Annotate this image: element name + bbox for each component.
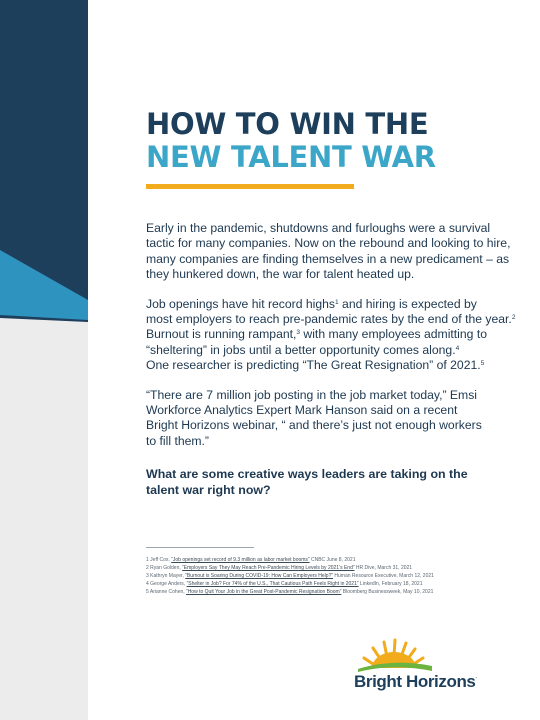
footnote-5 [146, 588, 506, 596]
footnote-author: 5 Arianne Cohen, [146, 589, 187, 595]
footnote-author: 4 George Anders, [146, 581, 187, 587]
p2-line [146, 343, 520, 358]
footnote-author: 1 Jeff Cox, [146, 557, 172, 563]
title-underline-rule [146, 184, 354, 189]
p1-line: tactic for many companies. Now on the rebound and looking to hire, [146, 236, 511, 251]
footnote-link[interactable]: “How to Quit Your Job in the Great Post-Pandemic Resignation Boom” [186, 589, 342, 595]
p2-line [146, 327, 520, 342]
p2-text: One researcher is predicting “The Great Resignation” of 2021. [146, 358, 481, 373]
p1-line: many companies are finding themselves in a new predicament – as [146, 251, 510, 266]
footnote-link[interactable]: “Employers Say They May Reach Pre-Pandemic Hiring Levels by 2021’s End” [182, 565, 355, 571]
footnotes [146, 556, 506, 596]
bright-horizons-logo [354, 632, 504, 692]
p1-line: Early in the pandemic, shutdowns and furloughs were a survival [146, 221, 491, 235]
paragraph-3 [146, 388, 520, 450]
p1-line: they hunkered down, the war for talent heated up. [146, 267, 415, 282]
footnote-ref: 1 [335, 298, 339, 306]
p3-line: Bright Horizons webinar, “ and there’s just not enough workers [146, 418, 482, 433]
footnote-ref: 5 [480, 360, 485, 368]
footnote-source: CNBC June 8, 2021 [309, 557, 356, 563]
p2-text: with many employees admitting to [300, 327, 487, 342]
footnote-1 [146, 556, 506, 564]
question-heading [146, 467, 520, 498]
question-line: talent war right now? [146, 482, 271, 497]
p3-line: to fill them.” [146, 433, 209, 448]
sun-rays-icon [354, 632, 504, 672]
p2-line [146, 297, 520, 312]
p2-line [146, 312, 520, 327]
p2-line [146, 358, 520, 373]
footnote-ref: 4 [455, 344, 460, 352]
footnote-2 [146, 564, 506, 572]
title-line-2: NEW TALENT WAR [146, 140, 436, 174]
footnote-ref: 2 [511, 314, 516, 322]
left-decorative-band [0, 0, 88, 720]
footnote-source: LinkedIn, February 18, 2021 [358, 581, 423, 587]
brand-mark: . [475, 674, 477, 680]
footnote-ref: 3 [296, 329, 301, 337]
footnote-divider [146, 547, 254, 548]
p3-line: “There are 7 million job posting in the job market today,” Emsi [146, 387, 478, 402]
footnote-source: HR Dive, March 31, 2021 [354, 565, 413, 571]
paragraph-2 [146, 297, 520, 374]
p2-text: most employers to reach pre-pandemic rates by the end of the year. [146, 312, 512, 327]
p2-text: and hiring is expected by [338, 296, 477, 311]
footnote-link[interactable]: “Burnout is Soaring During COVID-19: How Can Employers Help?” [185, 573, 334, 579]
footnote-source: Bloomberg Businessweek, May 10, 2021 [341, 589, 434, 595]
footnote-link[interactable]: “Shelter in Job? For 74% of the U.S., That Cautious Path Feels Right in 2021” [186, 581, 359, 587]
body-text [146, 221, 520, 512]
footnote-author: 2 Ryan Golden, [146, 565, 183, 571]
brand-wordmark [354, 672, 477, 692]
p2-text: “sheltering” in jobs until a better opportunity comes along. [146, 342, 456, 357]
footnote-3 [146, 572, 506, 580]
brand-name: Bright Horizons [354, 672, 476, 691]
paragraph-1 [146, 221, 520, 283]
footnote-author: 3 Kathryn Mayer, [146, 573, 186, 579]
p3-line: Workforce Analytics Expert Mark Hanson said on a recent [146, 403, 458, 418]
title-line-1: HOW TO WIN THE [146, 107, 429, 141]
footnote-4 [146, 580, 506, 588]
question-line: What are some creative ways leaders are taking on the [146, 467, 468, 482]
footnote-link[interactable]: “Job openings set record of 9.3 million as labor market booms” [171, 557, 310, 563]
footnote-source: Human Resource Executive, March 12, 2021 [333, 573, 434, 579]
page-title [146, 108, 436, 174]
p2-text: Job openings have hit record highs [146, 296, 336, 311]
p2-text: Burnout is running rampant, [146, 327, 297, 342]
